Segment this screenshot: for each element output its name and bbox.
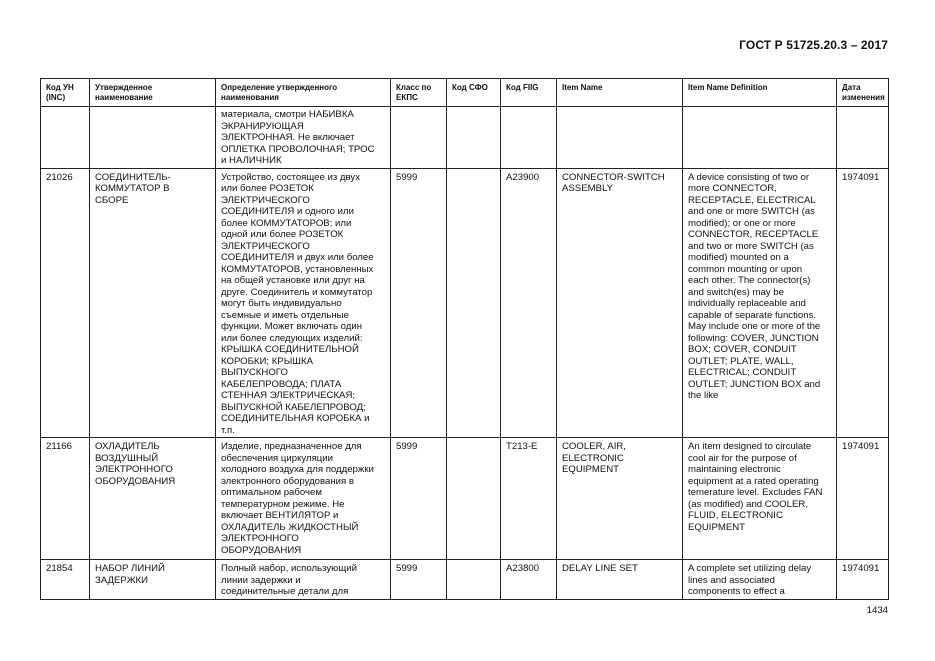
table-row	[41, 438, 889, 560]
cell-definition: Полный набор, использующий линии задержки и соединительные детали для	[216, 560, 391, 600]
cell-sfo	[447, 438, 501, 560]
page-number: 1434	[866, 605, 888, 616]
cell-inc: 21166	[41, 438, 90, 560]
cell-sfo	[447, 560, 501, 600]
column-header-definition: Определение утвержденного наименования	[216, 79, 391, 107]
cell-fiig: T213-E	[501, 438, 557, 560]
cell-class: 5999	[391, 560, 447, 600]
cell-sfo	[447, 168, 501, 438]
cell-definition: Изделие, предназначенное для обеспечения циркуляции холодного воздуха для поддержки электронного оборудования в оптимальном рабочем температурном режиме. Не включает ВЕНТИЛЯТОР и ОХЛАДИТЕЛЬ ЖИДКОСТНЫЙ ЭЛЕКТРОННОГО ОБОРУДОВАНИЯ	[216, 438, 391, 560]
cell-definition: Устройство, состоящее из двух или более РОЗЕТОК ЭЛЕКТРИЧЕСКОГО СОЕДИНИТЕЛЯ и одного или более КОММУТАТОРОВ; или одной или более РОЗЕТОК ЭЛЕКТРИЧЕСКОГО СОЕДИНИТЕЛЯ и двух или более КОММУТАТОРОВ, установленных на общей установке или друг на друге. Соединитель и коммутатор могут быть индивидуально съемные и иметь отдельные функции. Может включать один или более следующих изделий: КРЫШКА СОЕДИНИТЕЛЬНОЙ КОРОБКИ; КРЫШКА ВЫПУСКНОГО КАБЕЛЕПРОВОДА; ПЛАТА СТЕННАЯ ЭЛЕКТРИЧЕСКАЯ; ВЫПУСКНОЙ КАБЕЛЕПРОВОД; СОЕДИНИТЕЛЬНАЯ КОРОБКА и т.п.	[216, 168, 391, 438]
cell-item-name	[557, 107, 683, 169]
column-header-inc: Код УН (INC)	[41, 79, 90, 107]
column-header-sfo: Код СФО	[447, 79, 501, 107]
cell-fiig	[501, 107, 557, 169]
nomenclature-table	[40, 78, 889, 600]
cell-inc	[41, 107, 90, 169]
cell-date: 1974091	[837, 438, 889, 560]
cell-item-name: DELAY LINE SET	[557, 560, 683, 600]
column-header-item-name: Item Name	[557, 79, 683, 107]
cell-item-definition: A device consisting of two or more CONNECTOR, RECEPTACLE, ELECTRICAL and one or more SWITCH (as modified); or one or more CONNECTOR, RECEPTACLE and two or more SWITCH (as modified) mounted on a common mounting or upon each other. The connector(s) and switch(es) may be individually replaceable and capable of separate functions. May include one or more of the following: COVER, JUNCTION BOX; COVER, CONDUIT OUTLET; PLATE, WALL, ELECTRICAL; CONDUIT OUTLET; JUNCTION BOX and the like	[683, 168, 837, 438]
column-header-class: Класс по ЕКПС	[391, 79, 447, 107]
cell-item-definition: A complete set utilizing delay lines and associated components to effect a	[683, 560, 837, 600]
column-header-fiig: Код FIIG	[501, 79, 557, 107]
cell-approved-name: НАБОР ЛИНИЙ ЗАДЕРЖКИ	[90, 560, 216, 600]
column-header-date: Дата изменения	[837, 79, 889, 107]
cell-class	[391, 107, 447, 169]
cell-definition: материала, смотри НАБИВКА ЭКРАНИРУЮЩАЯ ЭЛЕКТРОННАЯ. Не включает ОПЛЕТКА ПРОВОЛОЧНАЯ; ТРОС и НАЛИЧНИК	[216, 107, 391, 169]
column-header-approved-name: Утвержденное наименование	[90, 79, 216, 107]
table-row	[41, 107, 889, 169]
cell-item-definition	[683, 107, 837, 169]
cell-date	[837, 107, 889, 169]
document-code: ГОСТ Р 51725.20.3 – 2017	[739, 38, 888, 52]
column-header-item-definition: Item Name Definition	[683, 79, 837, 107]
cell-inc: 21854	[41, 560, 90, 600]
table-row	[41, 560, 889, 600]
cell-fiig: A23800	[501, 560, 557, 600]
cell-approved-name: ОХЛАДИТЕЛЬ ВОЗДУШНЫЙ ЭЛЕКТРОННОГО ОБОРУДОВАНИЯ	[90, 438, 216, 560]
cell-item-name: CONNECTOR-SWITCH ASSEMBLY	[557, 168, 683, 438]
cell-fiig: A23900	[501, 168, 557, 438]
table-header-row	[41, 79, 889, 107]
cell-sfo	[447, 107, 501, 169]
cell-date: 1974091	[837, 560, 889, 600]
cell-inc: 21026	[41, 168, 90, 438]
cell-approved-name	[90, 107, 216, 169]
cell-item-definition: An item designed to circulate cool air for the purpose of maintaining electronic equipment at a rated operating temerature level. Excludes FAN (as modified) and COOLER, FLUID, ELECTRONIC EQUIPMENT	[683, 438, 837, 560]
cell-item-name: COOLER, AIR, ELECTRONIC EQUIPMENT	[557, 438, 683, 560]
cell-class: 5999	[391, 168, 447, 438]
cell-date: 1974091	[837, 168, 889, 438]
cell-approved-name: СОЕДИНИТЕЛЬ- КОММУТАТОР В СБОРЕ	[90, 168, 216, 438]
table-row	[41, 168, 889, 438]
cell-class: 5999	[391, 438, 447, 560]
